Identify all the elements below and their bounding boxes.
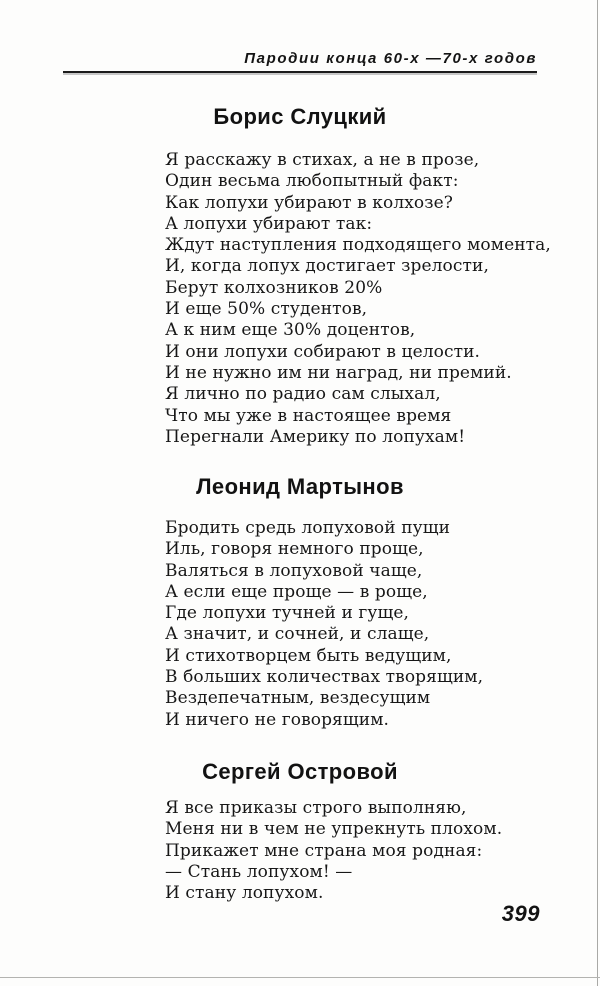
poem-line: И не нужно им ни наград, ни премий. <box>165 362 512 383</box>
poem-line: И они лопухи собирают в целости. <box>165 341 481 362</box>
author-heading-slutsky: Борис Слуцкий <box>213 104 387 129</box>
poem-line: Прикажет мне страна моя родная: <box>165 840 483 861</box>
poem-line: Где лопухи тучней и гуще, <box>165 603 410 624</box>
poem-line: И еще 50% студентов, <box>165 299 368 320</box>
poem-line: Меня ни в чем не упрекнуть плохом. <box>165 819 503 840</box>
poem-line: Вездепечатным, вездесущим <box>165 688 431 709</box>
poem-martynov <box>165 518 483 731</box>
poem-line: — Стань лопухом! — <box>165 861 353 882</box>
poem-line: И стану лопухом. <box>165 883 324 904</box>
poem-line: А значит, и сочней, и слаще, <box>165 624 430 645</box>
poem-line: Иль, говоря немного проще, <box>165 539 424 560</box>
scan-edge-bottom <box>0 977 600 978</box>
author-heading-ostrovoy: Сергей Островой <box>202 759 398 784</box>
poem-line: Я расскажу в стихах, а не в прозе, <box>165 150 480 170</box>
poem-line: Валяться в лопуховой чаще, <box>165 560 423 581</box>
poem-ostrovoy <box>165 798 502 904</box>
header-rule <box>63 71 537 73</box>
poem-line: Что мы уже в настоящее время <box>165 405 452 426</box>
poem-line: А к ним еще 30% доцентов, <box>165 320 416 341</box>
poem-line: Берут колхозников 20% <box>165 277 383 298</box>
poem-line: Один весьма любопытный факт: <box>165 171 459 192</box>
poem-line: Я все приказы строго выполняю, <box>165 798 467 818</box>
poem-line: Как лопухи убирают в колхозе? <box>165 192 454 213</box>
poem-line: И стихотворцем быть ведущим, <box>165 645 452 666</box>
poem-line: И, когда лопух достигает зрелости, <box>165 256 489 277</box>
running-header-title: Пародии конца 60-х —70-х годов <box>244 50 537 67</box>
poem-line: В больших количествах творящим, <box>165 667 484 688</box>
poem-line: Перегнали Америку по лопухам! <box>165 426 466 447</box>
poem-line: А если еще проще — в роще, <box>165 581 428 602</box>
poem-line: И ничего не говорящим. <box>165 709 390 730</box>
page-number: 399 <box>501 901 540 926</box>
poem-line: Бродить средь лопуховой пущи <box>165 518 451 538</box>
poem-line: Ждут наступления подходящего момента, <box>165 235 551 256</box>
poem-line: Я лично по радио сам слыхал, <box>165 384 441 405</box>
poem-line: А лопухи убирают так: <box>165 213 373 234</box>
author-heading-martynov: Леонид Мартынов <box>196 474 404 499</box>
poem-slutsky <box>165 150 551 448</box>
